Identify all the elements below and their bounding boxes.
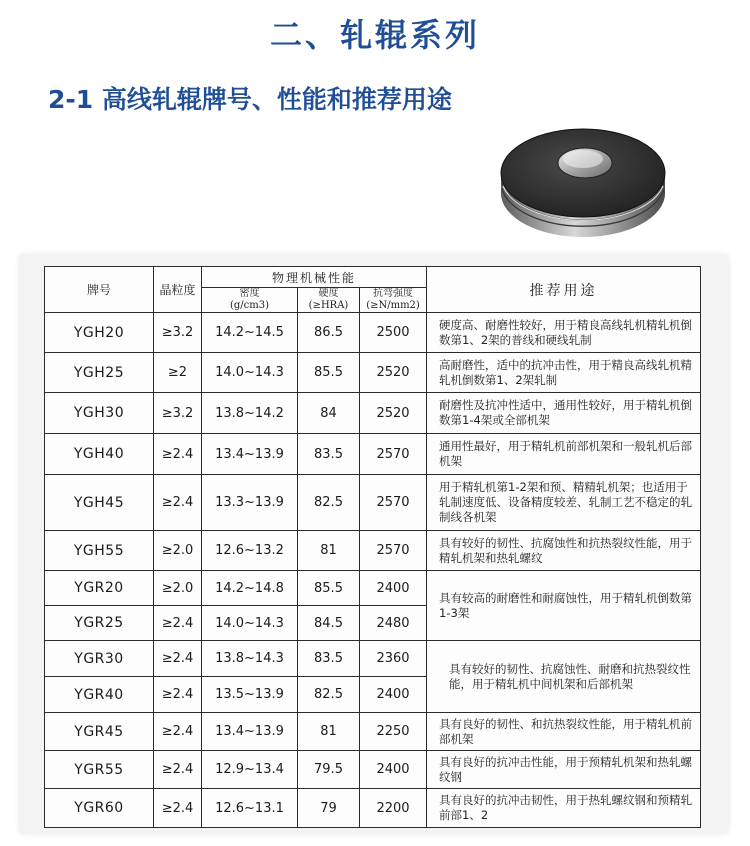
cell-hardness: 85.5 xyxy=(298,353,360,393)
cell-usage: 用于精轧机第1-2架和预、精精轧机架；也适用于轧制速度低、设备精度较差、轧制工艺不稳定的轧制线各机架 xyxy=(427,475,701,531)
cell-strength: 2570 xyxy=(360,531,427,571)
cell-grain: ≥2.0 xyxy=(154,531,202,571)
cell-hardness: 83.5 xyxy=(298,641,360,677)
header-physical-properties: 物理机械性能 xyxy=(202,267,427,288)
cell-grade: YGR55 xyxy=(45,751,154,789)
table-row xyxy=(45,713,701,751)
cell-hardness: 84 xyxy=(298,393,360,434)
cell-density: 13.3~13.9 xyxy=(202,475,298,531)
cell-usage: 耐磨性及抗冲性适中，通用性较好，用于精轧机倒数第1-4架或全部机架 xyxy=(427,393,701,434)
cell-density: 13.4~13.9 xyxy=(202,434,298,475)
cell-strength: 2250 xyxy=(360,713,427,751)
cell-usage: 具有较好的韧性、抗腐蚀性和抗热裂纹性能，用于精轧机架和热轧螺纹 xyxy=(427,531,701,571)
cell-hardness: 83.5 xyxy=(298,434,360,475)
table-row xyxy=(45,353,701,393)
cell-grain: ≥2.4 xyxy=(154,677,202,713)
cell-usage: 具有较高的耐磨性和耐腐蚀性，用于精轧机倒数第1-3架 xyxy=(427,571,701,641)
cell-hardness: 81 xyxy=(298,531,360,571)
cell-usage: 硬度高、耐磨性较好，用于精良高线轧机精轧机倒数第1、2架的普线和硬线轧制 xyxy=(427,313,701,353)
cell-usage: 具有较好的韧性、抗腐蚀性、耐磨和抗热裂纹性能，用于精轧机中间机架和后部机架 xyxy=(427,641,701,713)
cell-usage: 具有良好的抗冲击韧性，用于热轧螺纹钢和预精轧前部1、2 xyxy=(427,789,701,828)
cell-grade: YGR30 xyxy=(45,641,154,677)
cell-grain: ≥2 xyxy=(154,353,202,393)
table-row xyxy=(45,393,701,434)
cell-strength: 2480 xyxy=(360,606,427,641)
cell-strength: 2520 xyxy=(360,353,427,393)
section-subtitle: 2-1 高线轧辊牌号、性能和推荐用途 xyxy=(48,85,452,114)
cell-density: 12.6~13.2 xyxy=(202,531,298,571)
cell-grain: ≥2.4 xyxy=(154,789,202,828)
cell-density: 13.5~13.9 xyxy=(202,677,298,713)
header-usage: 推荐用途 xyxy=(427,267,701,313)
cell-strength: 2400 xyxy=(360,677,427,713)
table-row xyxy=(45,434,701,475)
cell-strength: 2500 xyxy=(360,313,427,353)
cell-hardness: 79.5 xyxy=(298,751,360,789)
cell-grade: YGH40 xyxy=(45,434,154,475)
cell-density: 14.0~14.3 xyxy=(202,353,298,393)
table-row xyxy=(45,571,701,606)
table-row xyxy=(45,531,701,571)
cell-grade: YGR60 xyxy=(45,789,154,828)
cell-strength: 2570 xyxy=(360,434,427,475)
page-title: 二、轧辊系列 xyxy=(269,16,480,54)
cell-grain: ≥2.0 xyxy=(154,571,202,606)
cell-grade: YGH25 xyxy=(45,353,154,393)
header-strength: 抗弯强度 (≥N/mm2) xyxy=(360,288,427,313)
cell-grade: YGH20 xyxy=(45,313,154,353)
cell-hardness: 84.5 xyxy=(298,606,360,641)
header-grade: 牌号 xyxy=(45,267,154,313)
cell-grade: YGH55 xyxy=(45,531,154,571)
cell-usage: 具有良好的抗冲击性能，用于预精轧机架和热轧螺纹钢 xyxy=(427,751,701,789)
cell-grain: ≥3.2 xyxy=(154,313,202,353)
cell-density: 12.6~13.1 xyxy=(202,789,298,828)
cell-usage: 具有良好的韧性、和抗热裂纹性能，用于精轧机前部机架 xyxy=(427,713,701,751)
cell-grade: YGR20 xyxy=(45,571,154,606)
cell-grain: ≥3.2 xyxy=(154,393,202,434)
header-grain: 晶粒度 xyxy=(154,267,202,313)
cell-hardness: 81 xyxy=(298,713,360,751)
cell-density: 14.0~14.3 xyxy=(202,606,298,641)
table-row xyxy=(45,789,701,828)
cell-density: 13.8~14.3 xyxy=(202,641,298,677)
cell-grade: YGR25 xyxy=(45,606,154,641)
cell-grade: YGH45 xyxy=(45,475,154,531)
cell-strength: 2360 xyxy=(360,641,427,677)
cell-hardness: 82.5 xyxy=(298,475,360,531)
cell-strength: 2200 xyxy=(360,789,427,828)
roll-ring-image xyxy=(497,123,669,241)
cell-strength: 2570 xyxy=(360,475,427,531)
cell-density: 12.9~13.4 xyxy=(202,751,298,789)
cell-hardness: 79 xyxy=(298,789,360,828)
cell-grain: ≥2.4 xyxy=(154,475,202,531)
roll-grade-table xyxy=(44,266,701,828)
table-row xyxy=(45,313,701,353)
cell-usage: 通用性最好，用于精轧机前部机架和一般轧机后部机架 xyxy=(427,434,701,475)
cell-density: 13.4~13.9 xyxy=(202,713,298,751)
cell-density: 14.2~14.8 xyxy=(202,571,298,606)
cell-grade: YGH30 xyxy=(45,393,154,434)
table-row xyxy=(45,641,701,677)
cell-grain: ≥2.4 xyxy=(154,713,202,751)
cell-strength: 2520 xyxy=(360,393,427,434)
cell-strength: 2400 xyxy=(360,751,427,789)
table-row xyxy=(45,751,701,789)
cell-hardness: 85.5 xyxy=(298,571,360,606)
cell-hardness: 86.5 xyxy=(298,313,360,353)
cell-hardness: 82.5 xyxy=(298,677,360,713)
cell-grain: ≥2.4 xyxy=(154,606,202,641)
cell-usage: 高耐磨性，适中的抗冲击性，用于精良高线轧机精轧机倒数第1、2架轧制 xyxy=(427,353,701,393)
header-hardness: 硬度 (≥HRA) xyxy=(298,288,360,313)
cell-grain: ≥2.4 xyxy=(154,641,202,677)
table-row xyxy=(45,475,701,531)
cell-grain: ≥2.4 xyxy=(154,751,202,789)
cell-density: 14.2~14.5 xyxy=(202,313,298,353)
header-density: 密度 (g/cm3) xyxy=(202,288,298,313)
cell-strength: 2400 xyxy=(360,571,427,606)
cell-density: 13.8~14.2 xyxy=(202,393,298,434)
cell-grade: YGR45 xyxy=(45,713,154,751)
cell-grade: YGR40 xyxy=(45,677,154,713)
cell-grain: ≥2.4 xyxy=(154,434,202,475)
